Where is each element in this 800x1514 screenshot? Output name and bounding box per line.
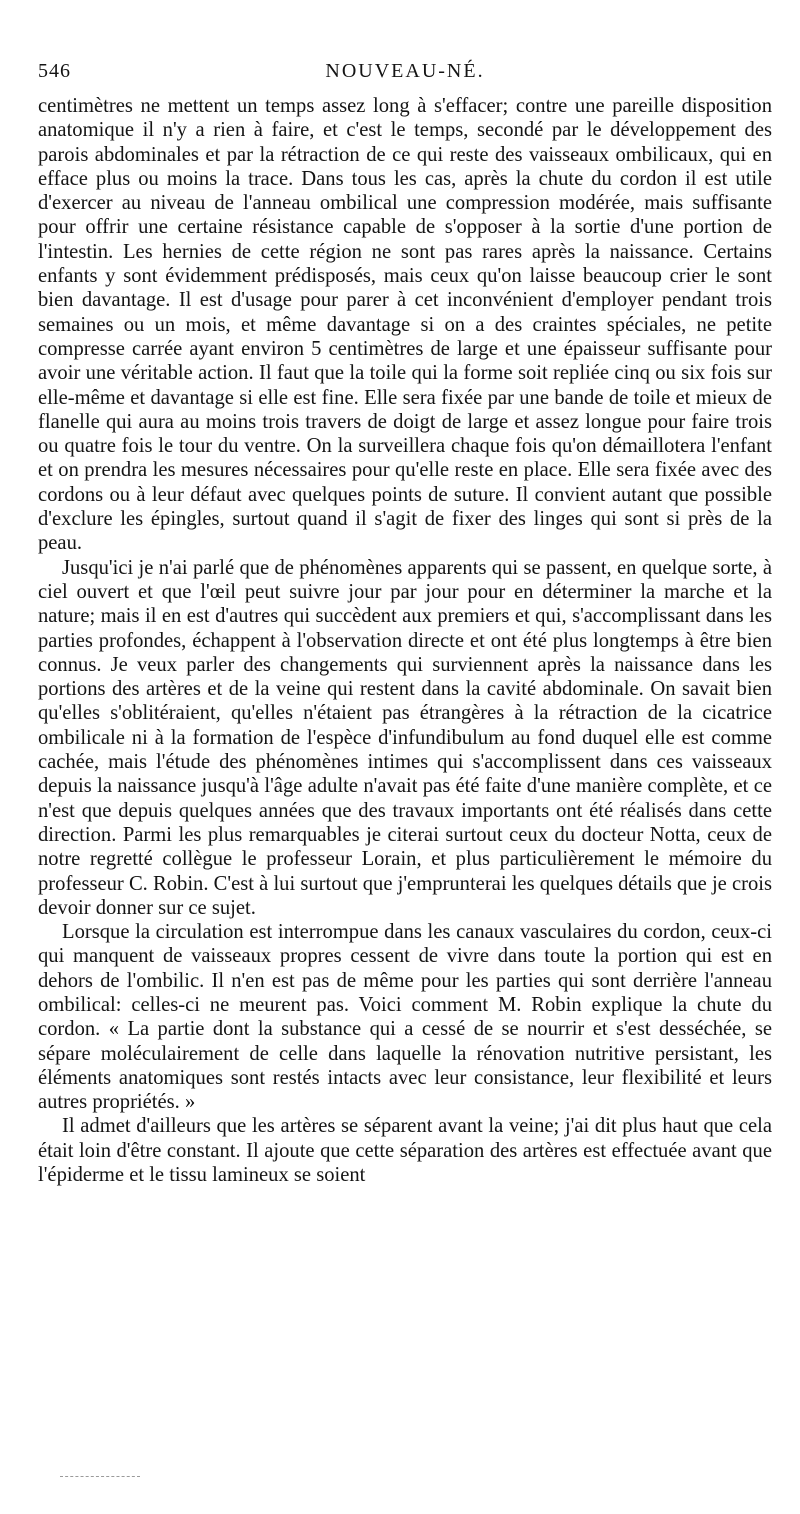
paragraph-cord-fall: Lorsque la circulation est interrompue dans les canaux vasculaires du cordon, ceux-ci qui manquent de vaisseaux propres cessent de vivre dans toute la portion qui est en dehors de l'ombilic. Il n'en est pas de même pour les parties qui sont derrière l'anneau ombilical: celles-ci ne meurent pas. Voici comment M. Robin explique la chute du cordon. « La partie dont la substance qui a cessé de se nourrir et s'est desséchée, se sépare moléculairement de celle dans laquelle la rénovation nutritive persistant, les éléments anatomiques sont restés intacts avec leur consistance, leur flexibilité et leurs autres propriétés. »: [38, 921, 772, 1114]
running-title: NOUVEAU-NÉ.: [325, 60, 485, 82]
paragraph-artery-separation: Il admet d'ailleurs que les artères se séparent avant la veine; j'ai dit plus haut que cela était loin d'être constant. Il ajoute que cette séparation des artères est effectuée avant que l'épiderme et le tissu lamineux se soient: [38, 1115, 772, 1187]
running-head: [38, 60, 772, 94]
paragraph-vessel-changes: Jusqu'ici je n'ai parlé que de phénomènes apparents qui se passent, en quelque sorte, à ciel ouvert et que l'œil peut suivre jour par jour pour en déterminer la marche et la nature; mais il en est d'autres qui succèdent aux premiers et qui, s'accomplissant dans les parties profondes, échappent à l'observation directe et ont été plus longtemps à être bien connus. Je veux parler des changements qui surviennent après la naissance dans les portions des artères et de la veine qui restent dans la cavité abdominale. On savait bien qu'elles s'oblitéraient, qu'elles n'étaient pas étrangères à la rétraction de la cicatrice ombilicale ni à la formation de l'espèce d'infundibulum au fond duquel elle est comme cachée, mais l'étude des phénomènes intimes qui s'accomplissent dans ces vaisseaux depuis la naissance jusqu'à l'âge adulte n'avait pas été faite d'une manière complète, et ce n'est que depuis quelques années que des travaux importants ont été réalisés dans cette direction. Parmi les plus remarquables je citerai surtout ceux du docteur Notta, ceux de notre regretté collègue le professeur Lorain, et plus particulièrement le mémoire du professeur C. Robin. C'est à lui surtout que j'emprunterai les quelques détails que je crois devoir donner sur ce sujet.: [38, 556, 772, 919]
paragraph-continued: centimètres ne mettent un temps assez long à s'effacer; contre une pareille disposition anatomique il n'y a rien à faire, et c'est le temps, secondé par le développement des parois abdominales et par la rétraction de ce qui reste des vaisseaux ombilicaux, qui en efface plus ou moins la trace. Dans tous les cas, après la chute du cordon il est utile d'exercer au niveau de l'anneau ombilical une compression modérée, mais suffisante pour offrir une certaine résistance capable de s'opposer à la sortie d'une portion de l'intestin. Les hernies de cette région ne sont pas rares après la naissance. Certains enfants y sont évidemment prédisposés, mais ceux qu'on laisse beaucoup crier le sont bien davantage. Il est d'usage pour parer à cet inconvénient d'employer pendant trois semaines ou un mois, et même davantage si on a des craintes spéciales, ne petite compresse carrée ayant environ 5 centimètres de large et une épaisseur suffisante pour avoir une véritable action. Il faut que la toile qui la forme soit repliée cinq ou six fois sur elle-même et davantage si elle est fine. Elle sera fixée par une bande de toile et mieux de flanelle qui aura au moins trois travers de doigt de large et assez longue pour faire trois ou quatre fois le tour du ventre. On la surveillera chaque fois qu'on démaillotera l'enfant et on prendra les mesures nécessaires pour qu'elle reste en place. Elle sera fixée avec des cordons ou à leur défaut avec quelques points de suture. Il convient autant que possible d'exclure les épingles, surtout quand il s'agit de fixer des linges qui sont si près de la peau.: [38, 95, 772, 555]
page-number: 546: [38, 60, 71, 82]
body-text: [38, 94, 772, 1187]
footer-rule: [60, 1476, 140, 1477]
